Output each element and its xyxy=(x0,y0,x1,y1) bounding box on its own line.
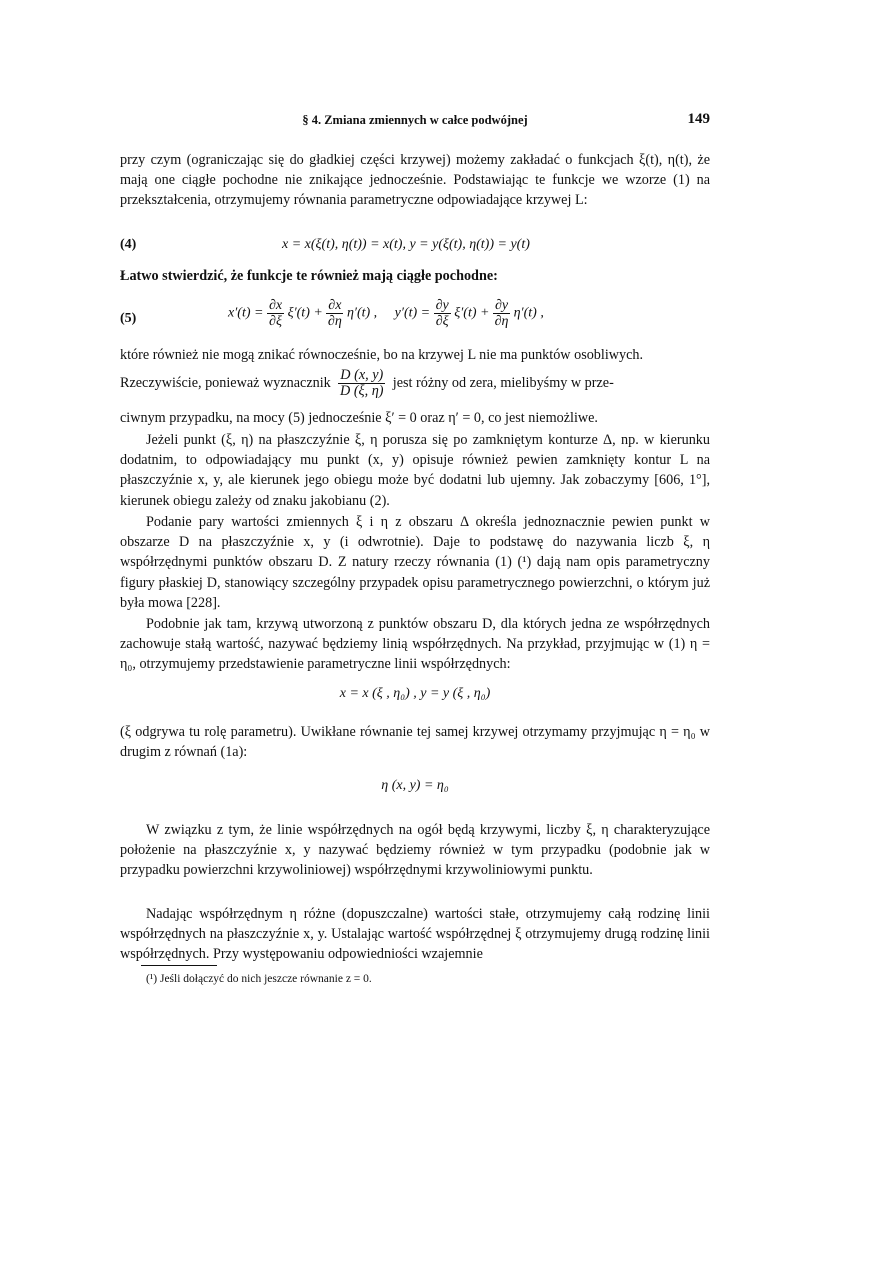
equation-5-label: (5) xyxy=(120,311,137,326)
eq5-x-frac1: $\frac{\partial x}{\partial\xi}$ xyxy=(268,298,283,329)
paragraph-10 xyxy=(120,904,710,965)
eq5-x-lhs: x′(t) = xyxy=(228,305,264,321)
equation-5-body xyxy=(228,298,544,329)
eq5-y-frac1: $\frac{\partial y}{\partial\xi}$ xyxy=(435,298,449,329)
paragraph-1-text: przy czym (ograniczając się do gładkiej części krzywej) możemy zakładać o funkcjach ξ(t), η(t), że mają one ciągłe pochodne nie znikające jednocześnie. Podstawiając te funkcje we wzorze (1) na przekształcenia, otrzymujemy równania parametryczne odpowiadające krzywej L: xyxy=(120,152,710,209)
eq5-y-term2: η′(t) , xyxy=(513,305,544,321)
paragraph-2 xyxy=(120,266,710,286)
para4-tail: jest różny od zera, mielibyśmy w prze- xyxy=(392,374,614,391)
equation-linia: x = x (ξ , η₀) , y = y (ξ , η₀) xyxy=(339,686,491,701)
equation-4 xyxy=(120,237,710,259)
paragraph-4-cont-text: ciwnym przypadku, na mocy (5) jednocześnie ξ′ = 0 oraz η′ = 0, co jest niemożliwe. xyxy=(120,410,598,426)
page-number: 149 xyxy=(687,111,710,127)
paragraph-8-text: (ξ odgrywa tu rolę parametru). Uwikłane równanie tej samej krzywej otrzymamy przyjmując η = η₀ w drugim z równań (1a): xyxy=(120,724,710,761)
paragraph-6 xyxy=(120,512,710,613)
footnote-rule xyxy=(141,965,217,966)
paragraph-7 xyxy=(120,614,710,675)
running-header xyxy=(120,113,710,135)
paragraph-6-text: Podanie pary wartości zmiennych ξ i η z obszaru Δ określa jednoznacznie pewien punkt w obszarze D na płaszczyźnie x, y (i odwrotnie). Daje to podstawę do nazywania liczb ξ, η współrzędnymi punktów obszaru D. Z natury rzeczy równania (1) (¹) dają nam opis parametryczny figury płaskiej D, stanowiący szczególny przypadek opisu parametrycznego powierzchni, o którym już była mowa [228]. xyxy=(120,514,710,611)
paragraph-3 xyxy=(120,345,710,365)
jacobian-fraction: $\frac{D (x, y)}{D (\xi, \eta)}$ xyxy=(340,367,384,399)
footnote: (¹) Jeśli dołączyć do nich jeszcze równanie z = 0. xyxy=(146,973,372,985)
paragraph-1 xyxy=(120,150,710,211)
eq5-x-term2: η′(t) , xyxy=(346,305,378,321)
paragraph-3-text: które również nie mogą znikać równocześnie, bo na krzywej L nie ma punktów osobliwych. xyxy=(120,347,644,363)
paragraph-7-text: Podobnie jak tam, krzywą utworzoną z punktów obszaru D, dla których jedna ze współrzędnych zachowuje stałą wartość, nazywać będziemy linią współrzędnych. Na przykład, przyjmując w (1) η = η₀, otrzymujemy przedstawienie parametryczne linii współrzędnych: xyxy=(120,616,710,673)
equation-5 xyxy=(120,298,710,338)
equation-4-body: x = x(ξ(t), η(t)) = x(t), y = y(ξ(t), η(t)) = y(t) xyxy=(282,237,530,252)
eq5-y-lhs: y′(t) = xyxy=(394,305,431,321)
paragraph-4-first-line xyxy=(120,368,710,399)
equation-implicit: η (x, y) = η₀ xyxy=(381,778,449,793)
equation-4-label: (4) xyxy=(120,237,137,252)
eq5-x-term1: ξ′(t) + xyxy=(287,305,323,321)
eq5-x-frac2: $\frac{\partial x}{\partial\eta}$ xyxy=(327,298,342,329)
paragraph-4-cont xyxy=(120,408,710,428)
paragraph-9-text: W związku z tym, że linie współrzędnych na ogół będą krzywymi, liczby ξ, η charakteryzujące położenie na płaszczyźnie x, y nazywać będziemy również w tym przypadku (podobnie jak w przypadku powierzchni krzywoliniowej) współrzędnymi krzywoliniowymi punktu. xyxy=(120,822,710,879)
paragraph-2-text: Łatwo stwierdzić, że funkcje te również mają ciągłe pochodne: xyxy=(120,268,498,284)
paragraph-9 xyxy=(120,820,710,881)
paragraph-8 xyxy=(120,722,710,762)
paragraph-5-text: Jeżeli punkt (ξ, η) na płaszczyźnie ξ, η porusza się po zamkniętym konturze Δ, np. w kierunku dodatnim, to odpowiadający mu punkt (x, y) opisuje również pewien zamknięty kontur L na płaszczyźnie x, y, ale kierunek jego obiegu może być dodatni lub ujemny. Jak zobaczymy [606, 1°], kierunek obiegu zależy od znaku jakobianu (2). xyxy=(120,432,710,509)
eq5-y-term1: ξ′(t) + xyxy=(454,305,490,321)
para4-lead: Rzeczywiście, ponieważ wyznacznik xyxy=(120,374,331,391)
paragraph-10-text: Nadając współrzędnym η różne (dopuszczalne) wartości stałe, otrzymujemy całą rodzinę linii współrzędnych na płaszczyźnie x, y. Ustalając wartość współrzędnej ξ otrzymujemy drugą rodzinę linii współrzędnych. Przy występowaniu odpowiedniości wzajemnie xyxy=(120,906,710,963)
eq5-y-frac2: $\frac{\partial y}{\partial\eta}$ xyxy=(494,298,509,329)
section-title: § 4. Zmiana zmiennych w całce podwójnej xyxy=(302,113,528,127)
paragraph-5 xyxy=(120,430,710,511)
